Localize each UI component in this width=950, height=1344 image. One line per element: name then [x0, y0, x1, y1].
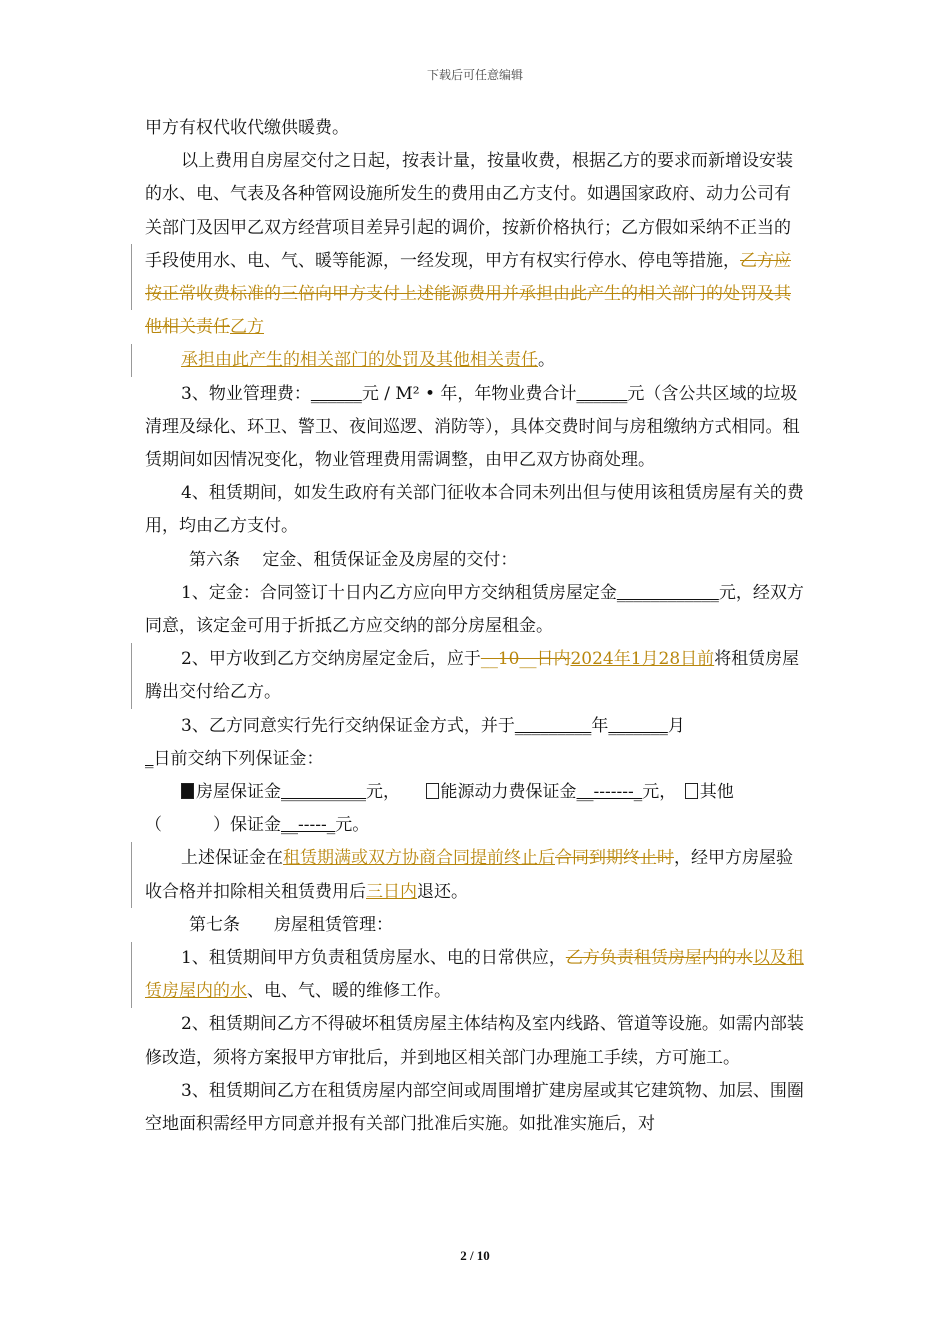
paragraph-deposit-refund: 上述保证金在租赁期满或双方协商合同提前终止后合同到期终止时，经甲方房屋验收合格并扣除相关租赁费用后三日内退还。	[145, 842, 805, 908]
paragraph-other-fees: 4、租赁期间，如发生政府有关部门征收本合同未列出但与使用该租赁房屋有关的费用，均由乙方支付。	[145, 483, 804, 537]
inserted-text: 乙方	[230, 317, 264, 338]
paragraph-utility-fees: 以上费用自房屋交付之日起，按表计量，按量收费，根据乙方的要求而新增设安装的水、电、气表及各种管网设施所发生的费用由乙方支付。如遇国家政府、动力公司有关部门及因甲乙双方经营项目差异引起的调价，按新价格执行；乙方假如采纳不正当的手段使用水、电、气、暖等能源，一经发现，甲方有权实行停水、停电等措施，乙方应按正常收费标准的三倍向甲方支付上述能源费用并承担由此产生的相关部门的处罚及其他相关责任乙方	[145, 145, 805, 344]
blank-field: _________	[514, 715, 592, 736]
blank-field: __-------_	[576, 782, 643, 803]
deleted-text: 合同到期终止时	[555, 848, 674, 869]
paragraph-maintenance: 1、租赁期间甲方负责租赁房屋水、电的日常供应，乙方负责租赁房屋内的水以及租赁房屋内的水、电、气、暖的维修工作。	[145, 942, 805, 1008]
revision-bar	[131, 643, 132, 709]
paragraph-expansion: 3、租赁期间乙方在租赁房屋内部空间或周围增扩建房屋或其它建筑物、加层、围圈空地面积需经甲方同意并报有关部门批准后实施。如批准实施后，对	[145, 1080, 804, 1135]
deleted-text: 乙方应按正常收费标准的三倍向甲方支付上述能源费用并承担由此产生的相关部门的处罚及其他相关责任	[145, 250, 791, 338]
paragraph-security-deposit: 3、乙方同意实行先行交纳保证金方式，并于_________年_______月 _日前交纳下列保证金：	[145, 715, 685, 769]
inserted-text: 租赁期满或双方协商合同提前终止后	[283, 848, 555, 869]
revision-bar	[131, 942, 132, 1008]
article-6-heading: 第六条 定金、租赁保证金及房屋的交付：	[189, 549, 518, 570]
blank-field: ______	[576, 383, 628, 404]
article-7-heading: 第七条 房屋租赁管理：	[189, 914, 393, 935]
blank-field: _______	[608, 715, 668, 736]
revision-bar	[131, 344, 132, 377]
checkbox-checked-icon[interactable]	[181, 783, 194, 799]
inserted-text: 2024年1月28日前	[570, 649, 715, 670]
blank-field: ______	[310, 383, 362, 404]
paragraph-heating-fee: 甲方有权代收代缴供暖费。	[145, 118, 349, 138]
deleted-text: 乙方负责租赁房屋内的水	[565, 948, 753, 969]
checkbox-icon[interactable]	[426, 783, 439, 799]
checkbox-icon[interactable]	[685, 783, 698, 799]
paragraph-property-fee: 3、物业管理费：______元 / M² • 年，年物业费合计______元（含公共区域的垃圾清理及绿化、环卫、警卫、夜间巡逻、消防等），具体交费时间与房租缴纳方式相同。租赁期间如因情况变化，物业管理费用需调整，由甲乙双方协商处理。	[145, 383, 800, 471]
page-number: 2 / 10	[460, 1248, 490, 1263]
inserted-text: 以及租赁房屋内的水	[145, 948, 804, 1002]
blank-field: _	[145, 748, 154, 769]
deleted-text: __10__日内	[480, 649, 571, 670]
inserted-text: 三日内	[366, 881, 417, 902]
page-header: 下载后可任意编辑	[426, 68, 523, 82]
revision-bar	[131, 842, 132, 908]
blank-field: ____________	[616, 582, 719, 603]
revision-bar	[131, 244, 132, 310]
paragraph-utility-fees-cont: 承担由此产生的相关部门的处罚及其他相关责任。	[145, 344, 805, 377]
blank-field: __-----_	[281, 815, 336, 836]
paragraph-deposit: 1、定金：合同签订十日内乙方应向甲方交纳租赁房屋定金____________元，经双方同意，该定金可用于折抵乙方应交纳的部分房屋租金。	[145, 582, 804, 637]
paragraph-deposit-items: 房屋保证金__________元， 能源动力费保证金__-------_元， 其他（ ）保证金__-----_元。	[145, 782, 734, 836]
paragraph-handover: 2、甲方收到乙方交纳房屋定金后，应于__10__日内2024年1月28日前将租赁房屋腾出交付给乙方。	[145, 643, 805, 709]
document-body	[145, 112, 805, 1141]
inserted-text: 承担由此产生的相关部门的处罚及其他相关责任	[181, 350, 538, 371]
blank-field: __________	[281, 782, 366, 803]
paragraph-structure: 2、租赁期间乙方不得破坏租赁房屋主体结构及室内线路、管道等设施。如需内部装修改造，须将方案报甲方审批后，并到地区相关部门办理施工手续，方可施工。	[145, 1014, 804, 1068]
